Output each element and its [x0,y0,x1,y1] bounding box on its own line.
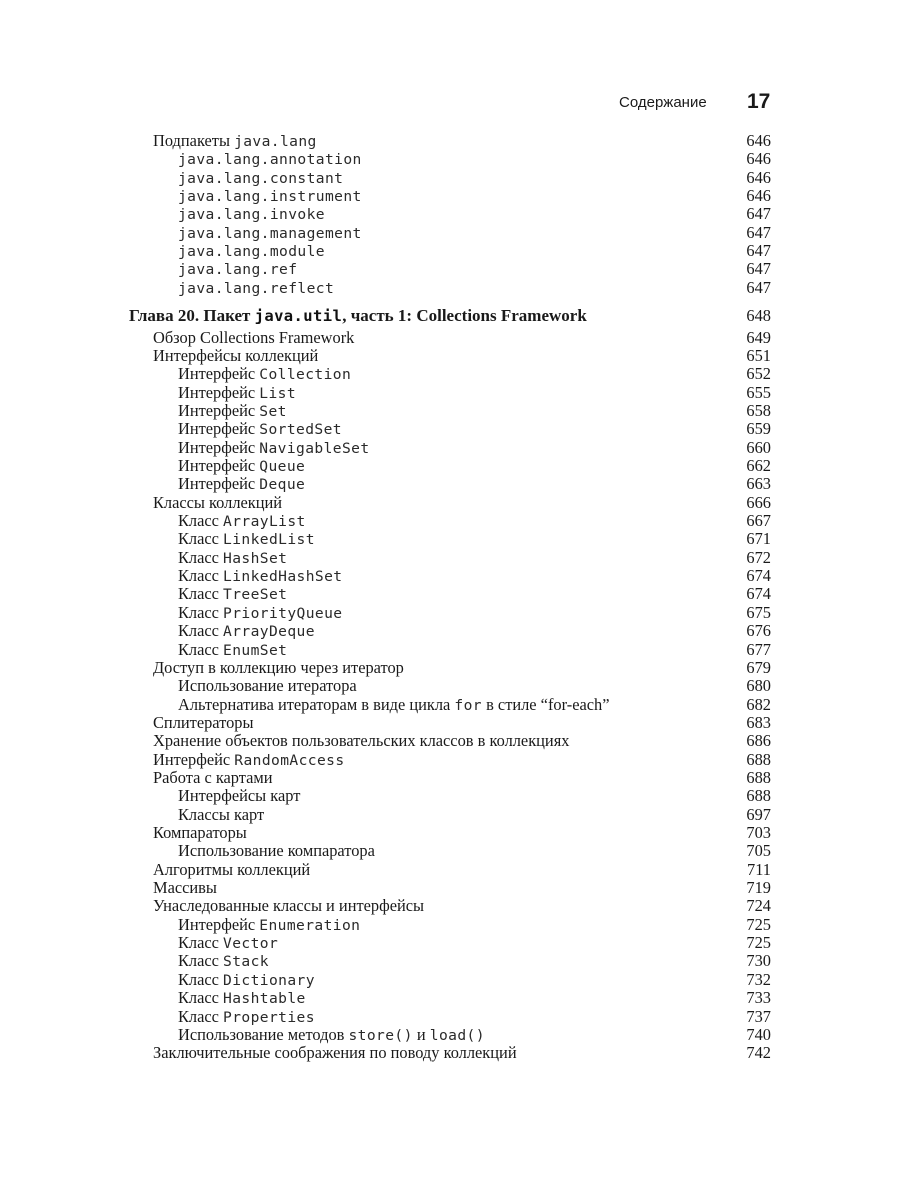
code-term: store() [348,1026,413,1044]
entry-title [178,951,269,971]
entry-text: Класс [178,602,224,622]
code-term: Set [259,402,287,420]
entry-text: Массивы [153,878,217,897]
entry-title [178,933,278,953]
entry-page-number: 724 [746,896,771,916]
code-term: ArrayList [223,513,306,530]
toc-entry[interactable] [0,493,900,512]
toc-entry[interactable] [0,841,900,860]
entry-text: Класс [178,639,224,659]
entry-text: Глава 20. Пакет [129,306,255,326]
entry-text: Класс [178,511,224,530]
entry-page-number: 674 [746,584,771,604]
entry-title [153,658,404,677]
code-term: List [259,384,297,402]
entry-page-number: 730 [746,951,771,971]
entry-title [178,474,305,494]
code-term: load() [429,1026,485,1044]
page-header [0,88,900,122]
entry-text: , часть 1: Collections Framework [342,306,587,326]
toc-entry[interactable] [0,988,900,1007]
entry-title [178,186,362,206]
code-term: HashSet [223,549,288,567]
toc-entry[interactable] [0,713,900,732]
entry-title [178,988,306,1008]
toc-entry[interactable] [0,896,900,915]
entry-text: Интерфейс [178,456,260,475]
code-term: Collection [259,366,352,384]
entry-title [178,456,305,476]
entry-title [178,383,296,403]
toc-entry[interactable] [0,419,900,438]
entry-page-number: 646 [746,149,771,169]
entry-page-number: 679 [746,657,771,677]
entry-title [153,750,345,770]
entry-text: и [412,1024,430,1044]
entry-title [178,259,297,279]
entry-title [178,278,334,298]
code-term: Queue [259,458,306,475]
entry-text: Компараторы [153,823,247,842]
entry-title [178,168,343,188]
entry-text: Класс [178,969,224,989]
chapter-entry[interactable] [0,306,900,325]
entry-title [178,241,325,261]
entry-page-number: 742 [746,1043,771,1063]
entry-text: Интерфейс [178,364,260,384]
toc-entry[interactable] [0,566,900,585]
entry-title [178,438,370,458]
entry-title [178,566,342,586]
code-term: LinkedList [223,531,315,549]
toc-entry[interactable] [0,149,900,168]
entry-title [178,529,315,549]
toc-entry[interactable] [0,1025,900,1044]
entry-title [178,548,287,568]
toc-entry[interactable] [0,168,900,187]
entry-title [153,860,310,879]
entry-text: Хранение объектов пользовательских классов в коллекциях [153,731,570,751]
code-term: Properties [223,1008,315,1026]
entry-text: в стиле “for-each” [481,694,610,714]
entry-title [153,1043,517,1062]
entry-page-number: 660 [746,437,771,457]
code-term: java.lang.invoke [178,206,325,224]
code-term: TreeSet [223,586,288,604]
entry-text: Унаследованные классы и интерфейсы [153,896,425,916]
code-term: Enumeration [259,916,361,934]
entry-page-number: 671 [746,529,771,549]
entry-text: Класс [178,951,224,971]
toc-entry[interactable] [0,364,900,383]
toc-entry[interactable] [0,823,900,842]
entry-text: Сплитераторы [153,712,254,732]
toc-entry[interactable] [0,915,900,934]
entry-page-number: 649 [746,327,771,347]
toc-entry[interactable] [0,970,900,989]
code-term: Hashtable [223,990,306,1008]
entry-page-number: 672 [746,547,771,567]
toc-entry[interactable] [0,474,900,493]
toc-entry[interactable] [0,878,900,897]
entry-text: Интерфейсы коллекций [153,345,319,365]
toc-entry[interactable] [0,401,900,420]
entry-text: Классы коллекций [153,492,283,512]
entry-text: Интерфейс [178,474,260,494]
entry-page-number: 677 [746,639,771,659]
entry-title [153,823,247,842]
toc-entry[interactable] [0,676,900,695]
entry-text: Классы карт [178,804,265,824]
entry-page-number: 711 [747,859,771,879]
entry-page-number: 658 [746,400,771,420]
entry-page-number: 725 [746,933,771,953]
entry-text: Класс [178,566,224,586]
entry-title [153,713,254,732]
entry-text: Интерфейс [178,419,260,439]
entry-page-number: 647 [746,204,771,224]
entry-title [153,731,569,750]
entry-title [178,511,306,531]
toc-entry[interactable] [0,768,900,787]
code-term: EnumSet [223,641,288,659]
toc-entry[interactable] [0,278,900,297]
entry-page-number: 655 [746,382,771,402]
entry-title [178,841,375,860]
entry-page-number: 733 [746,988,771,1008]
entry-page-number: 683 [746,712,771,732]
running-title: Содержание [619,94,707,111]
entry-page-number: 652 [746,364,771,384]
entry-page-number: 662 [746,456,771,475]
entry-title [178,621,315,641]
toc-entry[interactable] [0,658,900,677]
toc-entry[interactable] [0,731,900,750]
code-term: for [454,696,482,714]
toc-entry[interactable] [0,1007,900,1026]
entry-text: Класс [178,1006,224,1026]
code-term: LinkedHashSet [223,568,343,586]
entry-title [178,149,362,169]
entry-page-number: 651 [746,345,771,365]
code-term: java.lang.constant [178,169,344,187]
entry-page-number: 719 [746,878,771,897]
code-term: ArrayDeque [223,623,315,641]
entry-page-number: 732 [746,969,771,989]
entry-text: Класс [178,584,224,604]
toc-entry[interactable] [0,241,900,260]
toc-entry[interactable] [0,511,900,530]
entry-page-number: 646 [746,131,771,150]
entry-page-number: 737 [746,1006,771,1026]
entry-page-number: 667 [746,511,771,530]
toc-entry[interactable] [0,603,900,622]
entry-title [178,223,362,243]
code-term: RandomAccess [234,751,345,769]
code-term: java.lang.reflect [178,279,335,297]
entry-page-number: 646 [746,167,771,187]
entry-title [178,915,360,935]
toc-entry[interactable] [0,750,900,769]
entry-page-number: 686 [746,731,771,751]
entry-text: Класс [178,547,224,567]
entry-text: Доступ в коллекцию через итератор [153,657,404,677]
entry-text: Использование методов [178,1024,349,1044]
entry-title [178,603,342,623]
entry-text: Класс [178,529,224,549]
entry-title [153,131,317,151]
code-term: SortedSet [259,421,342,439]
entry-title [129,306,587,326]
toc-entry[interactable] [0,438,900,457]
entry-page-number: 674 [746,566,771,586]
entry-page-number: 740 [746,1024,771,1044]
toc-entry[interactable] [0,204,900,223]
entry-text: Класс [178,988,224,1008]
entry-page-number: 647 [746,277,771,297]
entry-title [178,1025,485,1045]
entry-page-number: 646 [746,186,771,206]
entry-page-number: 703 [746,823,771,842]
entry-page-number: 682 [746,694,771,714]
entry-title [178,364,351,384]
code-term: java.lang.annotation [178,151,362,169]
entry-page-number: 648 [746,306,771,326]
entry-page-number: 666 [746,492,771,512]
toc-entry[interactable] [0,786,900,805]
entry-text: Класс [178,621,224,641]
toc-entry[interactable] [0,223,900,242]
entry-page-number: 663 [746,474,771,494]
entry-page-number: 688 [746,767,771,787]
toc-entry[interactable] [0,131,900,150]
entry-text: Использование итератора [178,676,357,696]
entry-title [178,204,325,224]
code-term: java.lang.module [178,243,325,261]
entry-text: Подпакеты [153,131,235,150]
entry-title [178,401,287,421]
entry-text: Класс [178,933,224,953]
code-term: PriorityQueue [223,604,343,622]
code-term: Vector [223,935,279,953]
entry-page-number: 680 [746,676,771,696]
entry-page-number: 647 [746,222,771,242]
toc-entry[interactable] [0,186,900,205]
page-number: 17 [747,90,771,113]
entry-text: Использование компаратора [178,841,375,861]
entry-text: Заключительные соображения по поводу коллекций [153,1043,517,1063]
entry-text: Альтернатива итераторам в виде цикла [178,694,455,714]
entry-text: Обзор Collections Framework [153,327,355,347]
toc-entry[interactable] [0,346,900,365]
entry-page-number: 647 [746,241,771,261]
toc-entry[interactable] [0,456,900,475]
code-term: java.util [254,307,343,326]
code-term: java.lang.instrument [178,188,362,206]
entry-title [153,493,282,512]
entry-text: Интерфейс [153,749,235,769]
entry-title [153,878,217,897]
entry-page-number: 688 [746,749,771,769]
toc-entry[interactable] [0,584,900,603]
entry-page-number: 647 [746,259,771,279]
toc-entry[interactable] [0,1043,900,1062]
entry-title [178,970,315,990]
entry-title [153,346,318,365]
entry-title [153,328,354,347]
code-term: NavigableSet [259,439,370,457]
entry-page-number: 676 [746,621,771,641]
code-term: Dictionary [223,971,315,989]
entry-title [178,805,264,824]
entry-page-number: 688 [746,786,771,806]
entry-title [178,419,342,439]
toc-entry[interactable] [0,383,900,402]
toc-entry[interactable] [0,951,900,970]
entry-title [178,695,610,715]
entry-text: Интерфейс [178,400,260,420]
entry-title [178,676,357,695]
toc-entry[interactable] [0,860,900,879]
entry-text: Интерфейс [178,914,260,934]
entry-text: Алгоритмы коллекций [153,859,311,879]
entry-text: Интерфейс [178,437,260,457]
toc-entry[interactable] [0,805,900,824]
toc-entry[interactable] [0,933,900,952]
entry-title [178,1007,315,1027]
entry-title [178,640,287,660]
entry-title [178,786,300,805]
toc-entry[interactable] [0,529,900,548]
entry-title [153,896,424,915]
entry-page-number: 659 [746,419,771,439]
entry-page-number: 697 [746,804,771,824]
entry-page-number: 675 [746,602,771,622]
entry-title [153,768,273,787]
toc-entry[interactable] [0,695,900,714]
code-term: Deque [259,476,306,494]
entry-page-number: 725 [746,914,771,934]
toc-entry[interactable] [0,259,900,278]
code-term: java.lang [234,133,317,150]
entry-text: Работа с картами [153,767,273,787]
entry-text: Интерфейсы карт [178,786,301,806]
toc-entry[interactable] [0,328,900,347]
code-term: java.lang.ref [178,261,298,279]
code-term: java.lang.management [178,224,362,242]
toc-entry[interactable] [0,548,900,567]
toc-entry[interactable] [0,621,900,640]
entry-text: Интерфейс [178,382,260,402]
entry-title [178,584,287,604]
entry-page-number: 705 [746,841,771,861]
code-term: Stack [223,953,269,971]
toc-entry[interactable] [0,640,900,659]
